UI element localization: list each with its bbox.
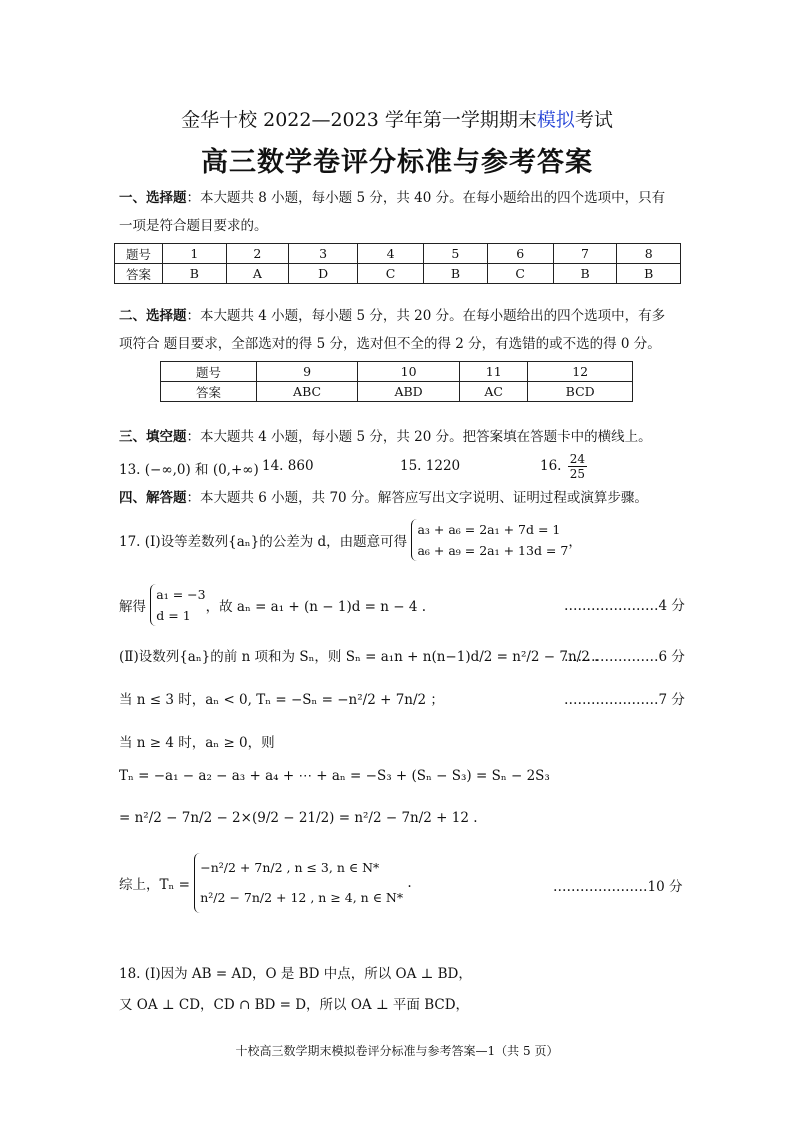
answer-cell: ABC [257, 382, 358, 402]
question-number-cell: 3 [289, 244, 358, 264]
question-number-cell: 1 [163, 244, 227, 264]
title-highlight: 模拟 [536, 109, 575, 131]
q17-solution: 解得 a₁ = −3 d = 1，故 aₙ = a₁ + (n − 1)d = n − 4 . [119, 584, 426, 626]
section4-intro: 四、解答题：本大题共 6 小题，共 70 分。解答应写出文字说明、证明过程或演算步骤。 [119, 490, 648, 506]
question-number-cell: 6 [487, 244, 553, 264]
section1-answer-table [114, 243, 681, 284]
section4-label: 四、解答题 [119, 490, 187, 506]
q15-answer: 15. 1220 [400, 458, 461, 474]
q17-t-line1: Tₙ = −a₁ − a₂ − a₃ + a₄ + ⋯ + aₙ = −S₃ + (Sₙ − S₃) = Sₙ − 2S₃ [119, 768, 550, 784]
question-number-cell: 12 [528, 362, 633, 382]
question-number-cell: 5 [424, 244, 488, 264]
q17-case2: 当 n ≥ 4 时，aₙ ≥ 0，则 [119, 735, 275, 751]
answer-cell: B [424, 264, 488, 284]
section2-label: 二、选择题 [119, 308, 187, 324]
q17-part2: (Ⅱ)设数列{aₙ}的前 n 项和为 Sₙ，则 Sₙ = a₁n + n(n−1)d/2 = n²/2 − 7n/2 . [119, 649, 599, 665]
section2-answer-table [160, 361, 633, 402]
answer-cell: D [289, 264, 358, 284]
score-mark: …………………10 分 [553, 879, 683, 895]
table-row: 答案 ABC ABD AC BCD [161, 382, 633, 402]
table-row: 题号 9 10 11 12 [161, 362, 633, 382]
score-mark: …………………4 分 [564, 598, 685, 614]
q17-t-line2: = n²/2 − 7n/2 − 2×(9/2 − 21/2) = n²/2 − 7n/2 + 12 . [119, 810, 478, 826]
q17-summary-cases: −n²/2 + 7n/2 , n ≤ 3, n ∈ N* n²/2 − 7n/2 + 12 , n ≥ 4, n ∈ N* [194, 853, 403, 913]
q17-system1: a₃ + a₆ = 2a₁ + 7d = 1 a₆ + a₉ = 2a₁ + 13d = 7 [411, 519, 568, 561]
question-number-cell: 10 [358, 362, 460, 382]
question-number-cell: 2 [226, 244, 289, 264]
q17-part1: 17. (Ⅰ)设等差数列{aₙ}的公差为 d，由题意可得 a₃ + a₆ = 2a₁ + 7d = 1 a₆ + a₉ = 2a₁ + 13d = 7， [119, 519, 582, 561]
answer-cell: BCD [528, 382, 633, 402]
page-title: 高三数学卷评分标准与参考答案 [201, 147, 593, 178]
question-number-cell: 9 [257, 362, 358, 382]
exam-title: 金华十校 2022—2023 学年第一学期期末模拟考试 [181, 109, 613, 131]
question-number-cell: 4 [358, 244, 424, 264]
q16-answer: 16. $\frac{24}{25}$ [540, 452, 586, 481]
answer-cell: AC [460, 382, 528, 402]
section2-intro: 二、选择题：本大题共 4 小题，每小题 5 分，共 20 分。在每小题给出的四个选项中，有多 项符合 题目要求，全部选对的得 5 分，选对但不全的得 2 分，有选错的或不选的得 0 分。 [119, 308, 666, 352]
q14-answer: 14. 860 [262, 458, 314, 474]
score-mark: …………………7 分 [564, 692, 685, 708]
q17-summary: 综上，Tₙ = −n²/2 + 7n/2 , n ≤ 3, n ∈ N* n²/2 − 7n/2 + 12 , n ≥ 4, n ∈ N* . [119, 853, 412, 913]
section3-label: 三、填空题 [119, 429, 187, 445]
question-number-cell: 7 [553, 244, 617, 264]
score-mark: …………………6 分 [564, 649, 685, 665]
table-row: 题号 1 2 3 4 5 6 7 8 [115, 244, 681, 264]
answer-cell: B [553, 264, 617, 284]
page-footer: 十校高三数学期末模拟卷评分标准与参考答案—1（共 5 页） [235, 1044, 559, 1058]
table-row: 答案 B A D C B C B B [115, 264, 681, 284]
answer-cell: ABD [358, 382, 460, 402]
section1-label: 一、选择题 [119, 190, 187, 206]
q18-line2: 又 OA ⊥ CD，CD ∩ BD = D，所以 OA ⊥ 平面 BCD， [119, 997, 470, 1013]
answer-cell: A [226, 264, 289, 284]
q13-answer: 13. (−∞,0) 和 (0,+∞) [119, 462, 259, 478]
q18-line1: 18. (Ⅰ)因为 AB = AD，O 是 BD 中点，所以 OA ⊥ BD， [119, 966, 472, 982]
question-number-cell: 11 [460, 362, 528, 382]
answer-cell: C [487, 264, 553, 284]
section1-intro: 一、选择题：本大题共 8 小题，每小题 5 分，共 40 分。在每小题给出的四个选项中，只有 一项是符合题目要求的。 [119, 190, 666, 234]
q17-system2: a₁ = −3 d = 1 [150, 584, 205, 626]
answer-cell: C [358, 264, 424, 284]
answer-cell: B [163, 264, 227, 284]
section3-intro: 三、填空题：本大题共 4 小题，每小题 5 分，共 20 分。把答案填在答题卡中的横线上。 [119, 429, 652, 445]
q17-case1: 当 n ≤ 3 时，aₙ < 0, Tₙ = −Sₙ = −n²/2 + 7n/2 ； [119, 692, 444, 708]
question-number-cell: 8 [617, 244, 681, 264]
answer-cell: B [617, 264, 681, 284]
